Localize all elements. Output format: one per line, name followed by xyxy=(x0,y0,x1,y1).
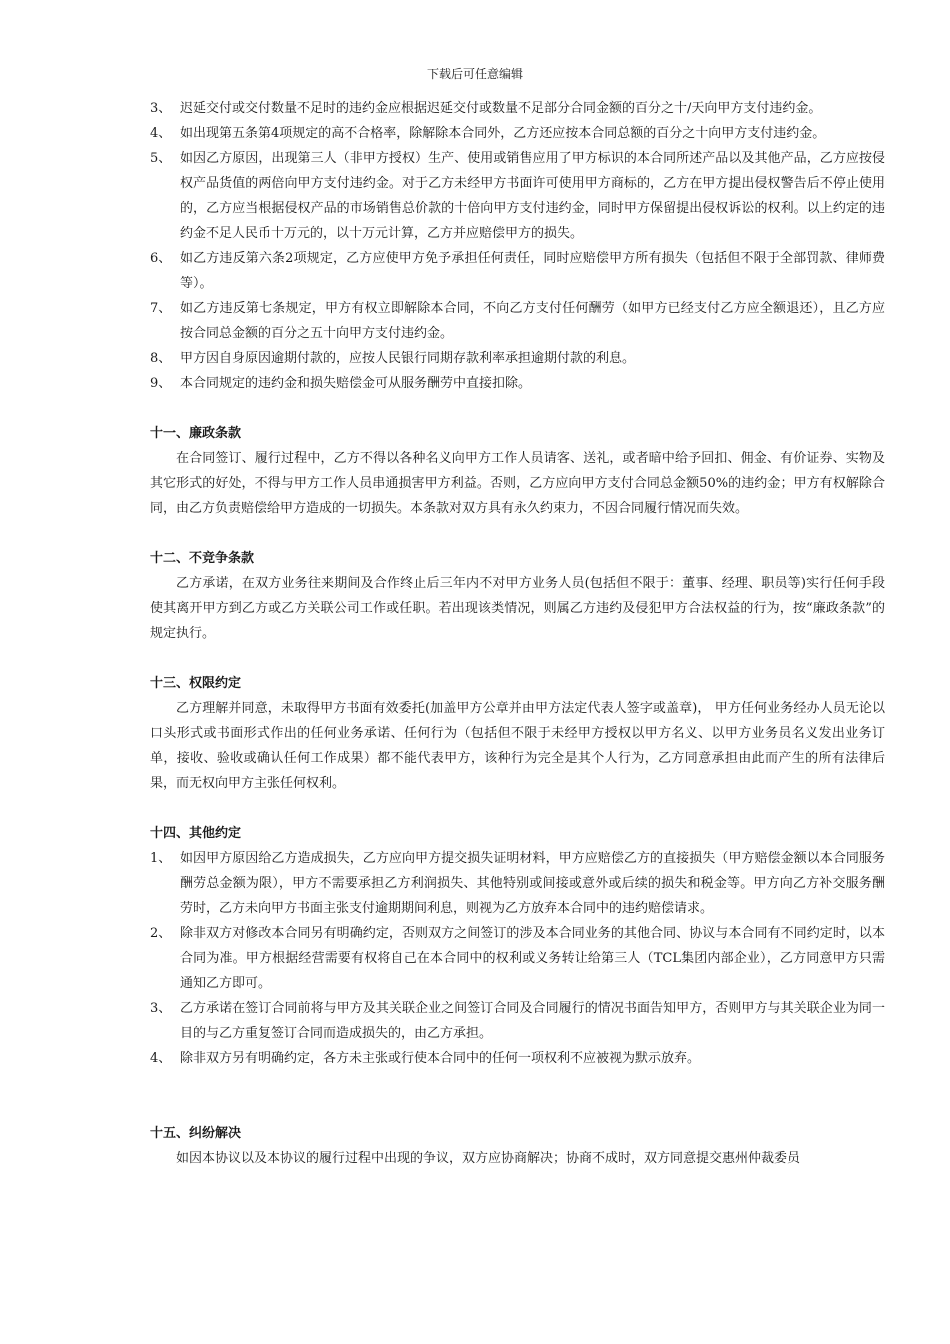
list-item xyxy=(150,996,885,1046)
item-text: 如乙方违反第七条规定，甲方有权立即解除本合同，不向乙方支付任何酬劳（如甲方已经支付乙方应全额退还），且乙方应按合同总金额的百分之五十向甲方支付违约金。 xyxy=(180,301,885,341)
section-paragraph: 乙方理解并同意，未取得甲方书面有效委托(加盖甲方公章并由甲方法定代表人签字或盖章)， 甲方任何业务经办人员无论以口头形式或书面形式作出的任何业务承诺、任何行为（包括但不限于未经甲方授权以甲方名义、以甲方业务员名义发出业务订单，接收、验收或确认任何工作成果）都不能代表甲方，该种行为完全是其个人行为，乙方同意承担由此而产生的所有法律后果，而无权向甲方主张任何权利。 xyxy=(150,701,885,791)
item-number: 5、 xyxy=(150,151,172,166)
item-text: 乙方承诺在签订合同前将与甲方及其关联企业之间签订合同及合同履行的情况书面告知甲方，否则甲方与其关联企业为同一目的与乙方重复签订合同而造成损失的，由乙方承担。 xyxy=(180,1001,885,1041)
item-number: 4、 xyxy=(150,126,172,141)
item-number: 8、 xyxy=(150,351,172,366)
item-number: 7、 xyxy=(150,301,172,316)
item-text: 除非双方对修改本合同另有明确约定，否则双方之间签订的涉及本合同业务的其他合同、协议与本合同有不同约定时，以本合同为准。甲方根据经营需要有权将自己在本合同中的权利或义务转让给第三人（TCL集团内部企业），乙方同意甲方只需通知乙方即可。 xyxy=(180,926,885,991)
list-item xyxy=(150,1046,885,1071)
item-number: 2、 xyxy=(150,926,172,941)
item-text: 除非双方另有明确约定，各方未主张或行使本合同中的任何一项权利不应被视为默示放弃。 xyxy=(180,1051,701,1066)
item-text: 如因甲方原因给乙方造成损失，乙方应向甲方提交损失证明材料，甲方应赔偿乙方的直接损失（甲方赔偿金额以本合同服务酬劳总金额为限），甲方不需要承担乙方利润损失、其他特别或间接或意外或后续的损失和税金等。甲方向乙方补交服务酬劳时，乙方未向甲方书面主张支付逾期期间利息，则视为乙方放弃本合同中的违约赔偿请求。 xyxy=(180,851,885,916)
item-text: 甲方因自身原因逾期付款的，应按人民银行同期存款利率承担逾期付款的利息。 xyxy=(180,351,636,366)
item-number: 9、 xyxy=(150,376,172,391)
list-item xyxy=(150,121,885,146)
item-number: 3、 xyxy=(150,101,172,116)
section-paragraph: 如因本协议以及本协议的履行过程中出现的争议，双方应协商解决；协商不成时，双方同意提交惠州仲裁委员 xyxy=(176,1151,801,1166)
section-heading: 十五、纠纷解决 xyxy=(150,1126,242,1141)
item-number: 4、 xyxy=(150,1051,172,1066)
list-item xyxy=(150,346,885,371)
document-body xyxy=(150,96,885,1171)
item-text: 如乙方违反第六条2项规定，乙方应使甲方免予承担任何责任，同时应赔偿甲方所有损失（包括但不限于全部罚款、律师费等）。 xyxy=(180,251,885,291)
spacer xyxy=(150,521,885,546)
section-heading: 十三、权限约定 xyxy=(150,676,242,691)
list-item xyxy=(150,246,885,296)
section-heading: 十四、其他约定 xyxy=(150,826,242,841)
spacer xyxy=(150,396,885,421)
list-item xyxy=(150,921,885,996)
spacer xyxy=(150,646,885,671)
section-heading: 十一、廉政条款 xyxy=(150,426,242,441)
spacer xyxy=(150,796,885,821)
header-note: 下载后可任意编辑 xyxy=(426,67,523,81)
list-item xyxy=(150,846,885,921)
list-item xyxy=(150,96,885,121)
section-paragraph: 乙方承诺，在双方业务往来期间及合作终止后三年内不对甲方业务人员(包括但不限于：董事、经理、职员等)实行任何手段使其离开甲方到乙方或乙方关联公司工作或任职。若出现该类情况，则属乙方违约及侵犯甲方合法权益的行为，按“廉政条款”的规定执行。 xyxy=(150,576,885,641)
section-paragraph: 在合同签订、履行过程中，乙方不得以各种名义向甲方工作人员请客、送礼，或者暗中给予回扣、佣金、有价证券、实物及其它形式的好处，不得与甲方工作人员串通损害甲方利益。否则，乙方应向甲方支付合同总金额50%的违约金；甲方有权解除合同，由乙方负责赔偿给甲方造成的一切损失。本条款对双方具有永久约束力，不因合同履行情况而失效。 xyxy=(150,451,885,516)
list-item xyxy=(150,371,885,396)
item-number: 1、 xyxy=(150,851,172,866)
item-text: 迟延交付或交付数量不足时的违约金应根据迟延交付或数量不足部分合同金额的百分之十/天向甲方支付违约金。 xyxy=(180,101,822,116)
item-number: 6、 xyxy=(150,251,172,266)
item-text: 本合同规定的违约金和损失赔偿金可从服务酬劳中直接扣除。 xyxy=(180,376,532,391)
list-item xyxy=(150,146,885,246)
item-text: 如因乙方原因，出现第三人（非甲方授权）生产、使用或销售应用了甲方标识的本合同所述产品以及其他产品，乙方应按侵权产品货值的两倍向甲方支付违约金。对于乙方未经甲方书面许可使用甲方商标的，乙方在甲方提出侵权警告后不停止使用的，乙方应当根据侵权产品的市场销售总价款的十倍向甲方支付违约金，同时甲方保留提出侵权诉讼的权利。以上约定的违约金不足人民币十万元的，以十万元计算，乙方并应赔偿甲方的损失。 xyxy=(180,151,885,241)
spacer xyxy=(150,1071,885,1121)
item-text: 如出现第五条第4项规定的高不合格率，除解除本合同外，乙方还应按本合同总额的百分之十向甲方支付违约金。 xyxy=(180,126,826,141)
section-heading: 十二、不竞争条款 xyxy=(150,551,255,566)
item-number: 3、 xyxy=(150,1001,172,1016)
list-item xyxy=(150,296,885,346)
